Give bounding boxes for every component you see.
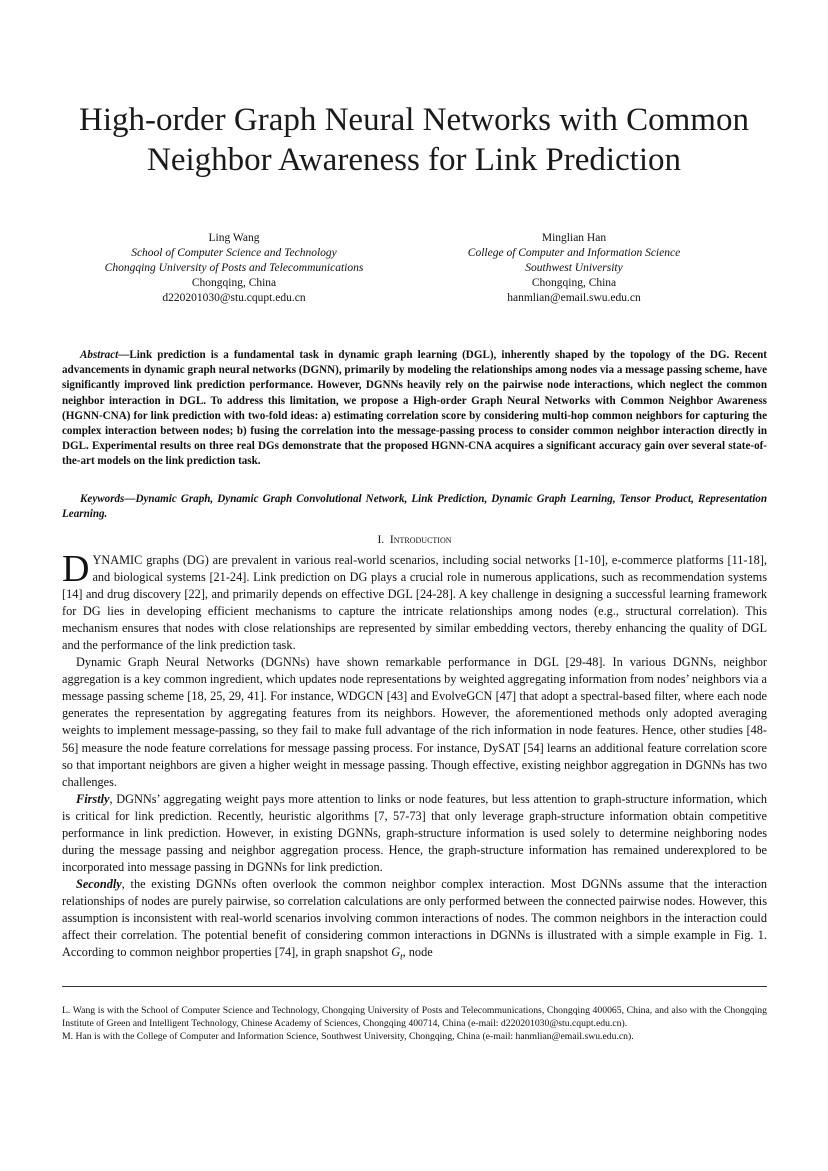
math-variable: G (391, 945, 401, 960)
abstract-lead: Abstract (80, 349, 119, 361)
section-number: I. (377, 534, 385, 546)
paragraph: DYNAMIC graphs (DG) are prevalent in various real-world scenarios, including social networks [1-10], e-commerce platforms [11-18], and biological systems [21-24]. Link prediction on DG plays a crucial role in numerous applications, such as recommendation systems [14] and drug discovery [22], and primarily depends on effective DGL [24-28]. A key challenge in designing a successful learning framework for DG lies in developing efficient mechanisms to capture the intricate relationships among nodes (e.g., structural correlation). This mechanism ensures that nodes with close relationships are represented by similar embedding vectors, thereby enhancing the quality of DGL and the performance of the link prediction task. (62, 548, 767, 653)
section-heading (62, 534, 767, 546)
paragraph: Dynamic Graph Neural Networks (DGNNs) have shown remarkable performance in DGL [29-48]. In various DGNNs, neighbor aggregation is a key common ingredient, which updates node representations by weighted aggregating information from nodes’ neighbors via a message passing scheme [18, 25, 29, 41]. For instance, WDGCN [43] and EvolveGCN [47] that adopt a spectral-based filter, where each node generates the representation by aggregating features from its neighbors. However, the aforementioned methods only adopted averaging weights to implement message-passing, so they fail to make full advantage of the rich information in node features. Hence, other studies [48-56] measure the node feature correlations for message passing process. For instance, DySAT [54] learns an additional feature correlation score so that important neighbors are given a higher weight in message passing. Though effective, existing neighbor aggregation in DGNNs has two challenges. (62, 655, 767, 789)
footnote-divider (62, 986, 767, 987)
drop-cap: D (62, 548, 90, 590)
paragraph: Firstly, DGNNs’ aggregating weight pays more attention to links or node features, but less attention to graph-structure information, which is critical for link prediction. Recently, heuristic algorithms [7, 57-73] that only leverage graph-structure information obtain competitive performance in link prediction. However, in existing DGNNs, graph-structure information is used solely to determine neighboring nodes during the message passing and neighbor aggregation process. Hence, the graph-structure information has remained underexplored to be incorporated into message passing in DGNNs for link prediction. (62, 791, 767, 874)
footnote: L. Wang is with the School of Computer Science and Technology, Chongqing University of Posts and Telecommunications, Chongqing 400065, China, and also with the Chongqing Institute of Green and Intelligent Technology, Chinese Academy of Sciences, Chongqing 400714, China (e-mail: d220201030@stu.cqupt.edu.cn). (62, 1005, 767, 1029)
author-email: d220201030@stu.cqupt.edu.cn (162, 292, 306, 304)
author-block-1 (60, 231, 408, 306)
abstract-text: —Link prediction is a fundamental task in dynamic graph learning (DGL), inherently shaped by the topology of the DG. Recent advancements in dynamic graph neural networks (DGNN), primarily by modeling the relationships among nodes via a message passing scheme, have significantly improved link prediction performance. However, DGNNs heavily rely on the pairwise node interactions, which neglect the common neighbor interaction in DGL. To address this limitation, we propose a High-order Graph Neural Networks with Common Neighbor Awareness (HGNN-CNA) for link prediction with two-fold ideas: a) estimating correlation score by considering multi-hop common neighbors for capturing the complex interaction between nodes; b) fusing the correlation into the message-passing process to consider common neighbor interaction directly in DGL. Experimental results on three real DGs demonstrate that the proposed HGNN-CNA acquires a significant accuracy gain over several state-of-the-art models on the link prediction task. (62, 349, 767, 468)
footnote: M. Han is with the College of Computer and Information Science, Southwest University, Chongqing, China (e-mail: hanmlian@email.swu.edu.cn). (62, 1031, 634, 1042)
footnotes (62, 1004, 767, 1043)
author-city: Chongqing, China (531, 277, 617, 289)
paragraph-lead: Firstly (76, 791, 110, 806)
author-organization: Southwest University (525, 262, 623, 274)
author-block-2 (420, 231, 728, 306)
author-email: hanmlian@email.swu.edu.cn (507, 292, 641, 304)
keywords: Keywords—Dynamic Graph, Dynamic Graph Convolutional Network, Link Prediction, Dynamic Graph Learning, Tensor Product, Representation Learning. (62, 493, 767, 521)
body-text (62, 548, 767, 966)
paper-title: High-order Graph Neural Networks with Common Neighbor Awareness for Link Prediction (79, 102, 749, 178)
paragraph: Secondly, the existing DGNNs often overlook the common neighbor complex interaction. Most DGNNs assume that the interaction relationships of nodes are purely pairwise, so correlation calculations are only performed between the connected pairwise nodes. However, this assumption is inconsistent with real-world scenarios involving common interactions of nodes. The common neighbors in the interaction could affect their correlation. The potential benefit of considering common interactions in DGNNs is illustrated with a simple example in Fig. 1. According to common neighbor properties [74], in graph snapshot $G_t$, node (62, 876, 767, 962)
abstract (62, 348, 767, 470)
section-title: Introduction (389, 534, 452, 546)
author-city: Chongqing, China (191, 277, 277, 289)
author-name: Minglian Han (541, 232, 607, 244)
author-organization: Chongqing University of Posts and Telecommunications (104, 262, 364, 274)
author-department: School of Computer Science and Technology (131, 247, 337, 259)
author-department: College of Computer and Information Science (467, 247, 681, 259)
author-name: Ling Wang (208, 232, 260, 244)
paragraph-lead: Secondly (76, 876, 122, 891)
